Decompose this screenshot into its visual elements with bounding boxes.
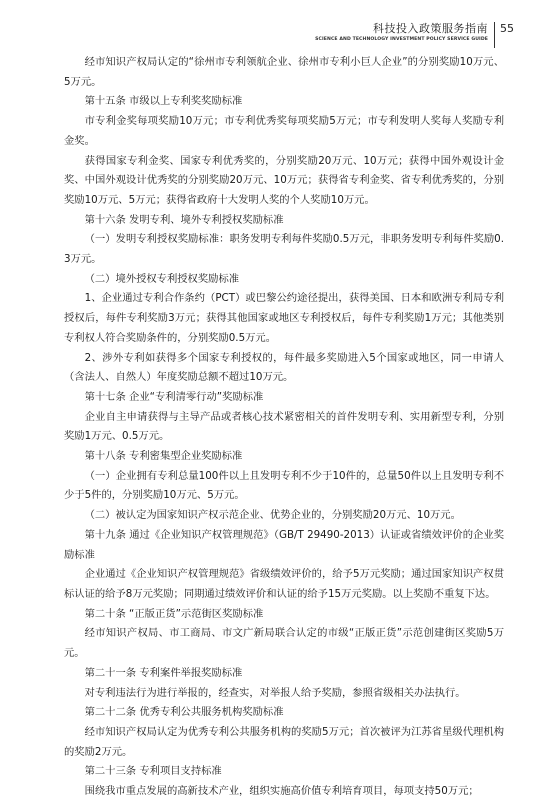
article-heading: 第十六条 发明专利、境外专利授权奖励标准 (84, 213, 284, 226)
paragraph: 经市知识产权局、市工商局、市文广新局联合认定的市级“正版正货”示范创建街区奖励5万元。 (64, 627, 504, 660)
paragraph: （一）发明专利授权奖励标准：职务发明专利每件奖励0.5万元，非职务发明专利每件奖励0.3万元。 (64, 233, 504, 266)
paragraph: 2、涉外专利如获得多个国家专利授权的，每件最多奖励进入5个国家或地区，同一申请人（含法人、自然人）年度奖励总额不超过10万元。 (64, 351, 504, 384)
paragraph: 1、企业通过专利合作条约（PCT）或巴黎公约途径提出，获得美国、日本和欧洲专利局专利授权后，每件专利奖励3万元；获得其他国家或地区专利授权后，每件专利奖励1万元；其他类别专利权人符合奖励条件的，分别奖励0.5万元。 (64, 292, 504, 344)
paragraph: 经市知识产权局认定为优秀专利公共服务机构的奖励5万元；首次被评为江苏省星级代理机构的奖励2万元。 (64, 725, 504, 758)
article-heading: 第十五条 市级以上专利奖奖励标准 (84, 95, 243, 108)
document-body (64, 53, 504, 802)
article-heading: 第十八条 专利密集型企业奖励标准 (84, 450, 243, 463)
paragraph: （二）被认定为国家知识产权示范企业、优势企业的，分别奖励20万元、10万元。 (84, 509, 461, 522)
article-heading: 第二十条 “正版正货”示范街区奖励标准 (84, 607, 264, 620)
header-divider (494, 22, 495, 48)
paragraph: 获得国家专利金奖、国家专利优秀奖的，分别奖励20万元、10万元；获得中国外观设计金奖、中国外观设计优秀奖的分别奖励20万元、10万元；获得省专利金奖、省专利优秀奖的，分别奖励10万元、5万元；获得省政府十大发明人奖的个人奖励10万元。 (64, 154, 504, 206)
paragraph: 围绕我市重点发展的高新技术产业，组织实施高价值专利培育项目，每项支持50万元； (84, 785, 479, 798)
article-heading: 第二十三条 专利项目支持标准 (84, 765, 222, 778)
paragraph: 企业自主申请获得与主导产品或者核心技术紧密相关的首件发明专利、实用新型专利，分别奖励1万元、0.5万元。 (64, 410, 504, 443)
paragraph: 对专利违法行为进行举报的，经查实，对举报人给予奖励，参照省级相关办法执行。 (84, 686, 466, 699)
header-title: 科技投入政策服务指南 (373, 22, 488, 35)
paragraph: 经市知识产权局认定的“徐州市专利领航企业、徐州市专利小巨人企业”的分别奖励10万元、5万元。 (64, 56, 504, 88)
header-text-block (315, 22, 488, 43)
paragraph: 企业通过《企业知识产权管理规范》省级绩效评价的，给予5万元奖励；通过国家知识产权贯标认证的给予8万元奖励；同期通过绩效评价和认证的给予15万元奖励。以上奖励不重复下达。 (64, 568, 504, 600)
article-heading: 第二十二条 优秀专利公共服务机构奖励标准 (84, 706, 284, 719)
header-subtitle: SCIENCE AND TECHNOLOGY INVESTMENT POLICY SERVICE GUIDE (315, 37, 488, 42)
paragraph: （二）境外授权专利授权奖励标准 (84, 272, 240, 285)
page-header (315, 22, 514, 52)
page-number: 55 (500, 22, 514, 35)
article-heading: 第二十一条 专利案件举报奖励标准 (84, 666, 243, 679)
paragraph: （一）企业拥有专利总量100件以上且发明专利不少于10件的，总量50件以上且发明专利不少于5件的，分别奖励10万元、5万元。 (64, 469, 504, 502)
article-heading: 第十七条 企业“专利清零行动”奖励标准 (84, 390, 264, 403)
article-heading: 第十九条 通过《企业知识产权管理规范》（GB/T 29490-2013）认证或省绩效评价的企业奖励标准 (64, 528, 504, 561)
paragraph: 市专利金奖每项奖励10万元；市专利优秀奖每项奖励5万元；市专利发明人奖每人奖励专利金奖。 (64, 115, 504, 147)
